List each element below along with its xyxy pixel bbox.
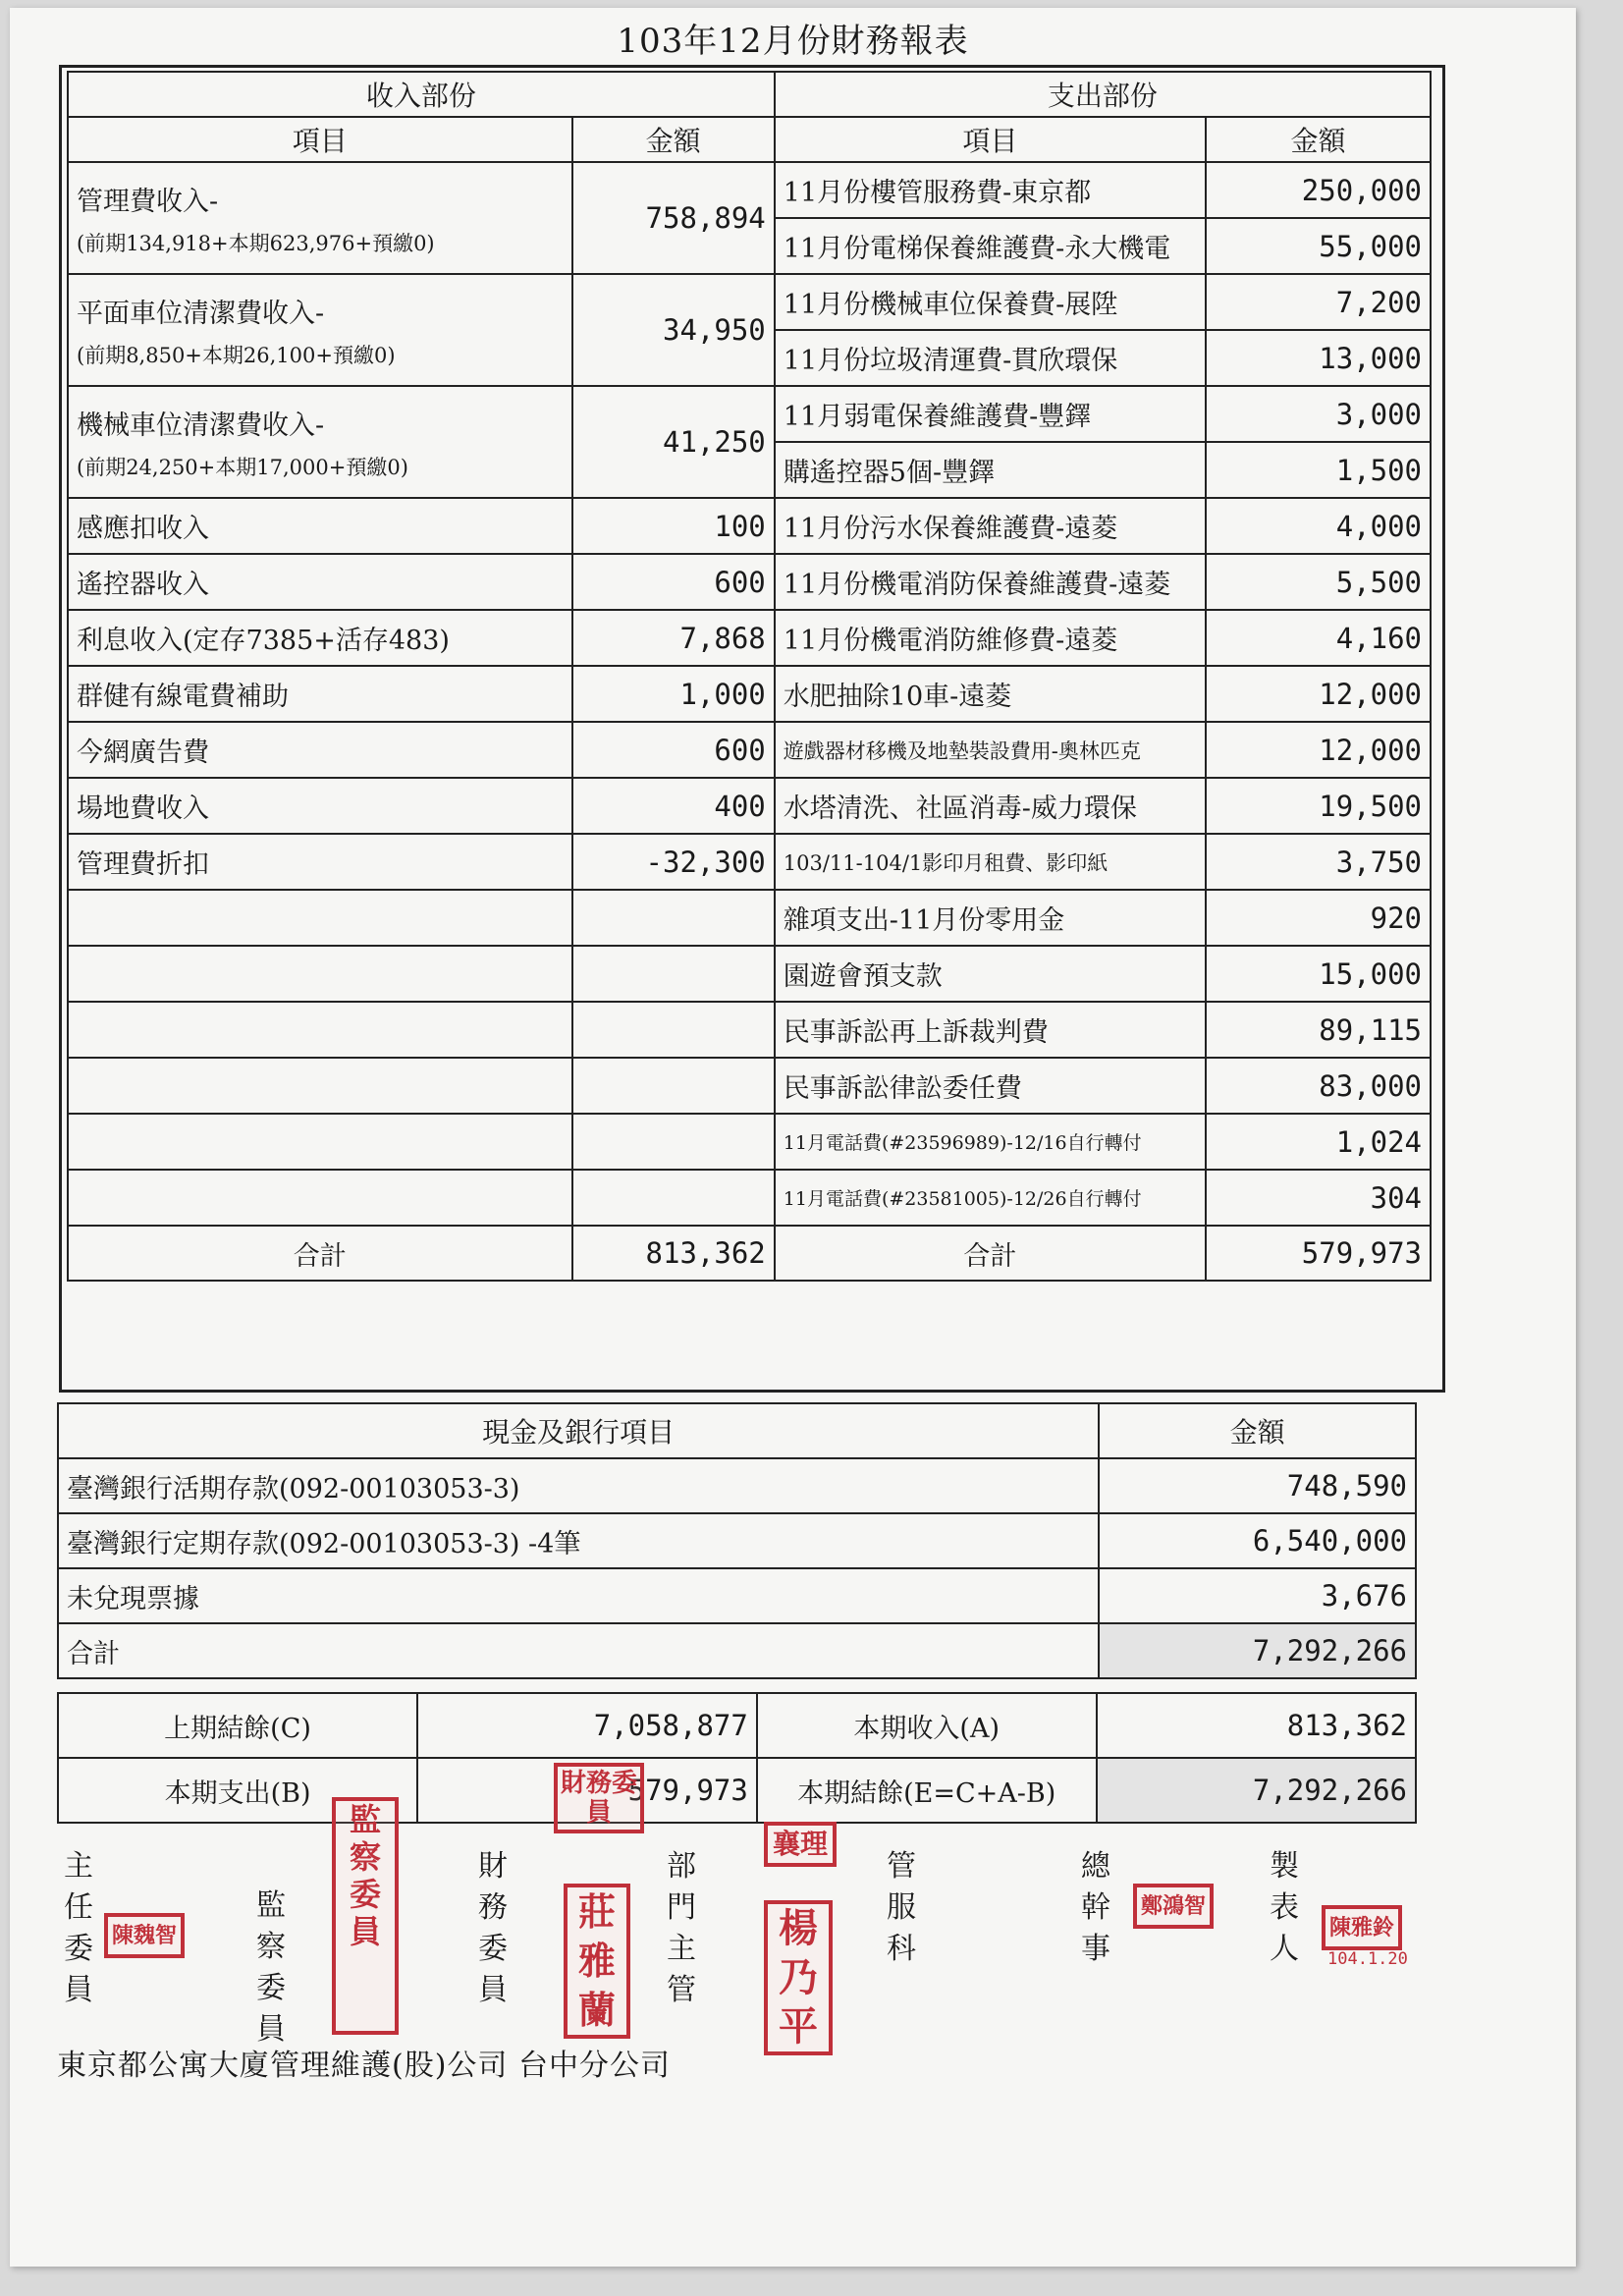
general-seal: 鄭鴻智 xyxy=(1133,1884,1214,1929)
income-empty-amount xyxy=(572,946,775,1002)
expense-item-label: 民事訴訟律訟委任費 xyxy=(775,1058,1206,1114)
report-title: 103年12月份財務報表 xyxy=(617,22,969,61)
expense-item-label: 11月份機電消防保養維護費-遠菱 xyxy=(775,554,1206,610)
period-end-value: 7,292,266 xyxy=(1097,1758,1416,1823)
expense-amount-header: 金額 xyxy=(1206,117,1431,162)
income-item-label: 管理費收入- xyxy=(77,186,219,217)
expense-item-label: 園遊會預支款 xyxy=(775,946,1206,1002)
expense-item-amount: 3,750 xyxy=(1206,834,1431,890)
sign-general-label: 總幹事 xyxy=(1081,1849,1110,1966)
income-item xyxy=(68,834,572,890)
income-empty-amount xyxy=(572,1002,775,1058)
income-empty-cell xyxy=(68,1170,572,1226)
sign-dept-head-label: 部門主管 xyxy=(667,1849,696,2007)
income-empty-amount xyxy=(572,1058,775,1114)
expense-item-label: 11月份垃圾清運費-貫欣環保 xyxy=(775,330,1206,386)
expense-item-amount: 1,500 xyxy=(1206,442,1431,498)
income-item xyxy=(68,778,572,834)
period-expense-value: 579,973 xyxy=(417,1758,757,1823)
cash-amount-header: 金額 xyxy=(1099,1403,1416,1458)
income-item-label: 利息收入(定存7385+活存483) xyxy=(77,626,450,656)
expense-item-label: 11月份樓管服務費-東京都 xyxy=(775,162,1206,218)
expense-item-label: 雜項支出-11月份零用金 xyxy=(775,890,1206,946)
income-empty-cell xyxy=(68,1114,572,1170)
period-end-label: 本期結餘(E=C+A-B) xyxy=(757,1758,1097,1823)
period-income-label: 本期收入(A) xyxy=(757,1693,1097,1758)
expense-total-label: 合計 xyxy=(775,1226,1206,1281)
expense-item-amount: 7,200 xyxy=(1206,274,1431,330)
company-footer: 東京都公寓大廈管理維護(股)公司 台中分公司 xyxy=(57,2049,671,2083)
cash-item-amount: 748,590 xyxy=(1099,1458,1416,1513)
income-item xyxy=(68,666,572,722)
sign-supervisor-label: 監察委員 xyxy=(256,1888,286,2047)
expense-item-label: 11月電話費(#23581005)-12/26自行轉付 xyxy=(775,1170,1206,1226)
expense-item-amount: 3,000 xyxy=(1206,386,1431,442)
finance-seal-name: 莊雅蘭 xyxy=(564,1884,630,2039)
expense-item-amount: 4,160 xyxy=(1206,610,1431,666)
income-item-note: (前期24,250+本期17,000+預繳0) xyxy=(77,455,408,479)
expense-item-amount: 55,000 xyxy=(1206,218,1431,274)
period-expense-label: 本期支出(B) xyxy=(58,1758,417,1823)
cash-total-value: 7,292,266 xyxy=(1099,1623,1416,1678)
income-empty-cell xyxy=(68,1002,572,1058)
finance-seal-title: 財務委員 xyxy=(554,1763,644,1833)
cash-item-label: 臺灣銀行活期存款(092-00103053-3) xyxy=(58,1458,1099,1513)
expense-item-amount: 920 xyxy=(1206,890,1431,946)
income-item xyxy=(68,610,572,666)
expense-item-label: 11月弱電保養維護費-豐鐸 xyxy=(775,386,1206,442)
income-item-label: 管理費折扣 xyxy=(77,849,209,880)
cash-item-header: 現金及銀行項目 xyxy=(58,1403,1099,1458)
cash-item-label: 未兌現票據 xyxy=(58,1568,1099,1623)
expense-item-label: 購遙控器5個-豐鐸 xyxy=(775,442,1206,498)
expense-item-label: 11月份污水保養維護費-遠菱 xyxy=(775,498,1206,554)
income-total-value: 813,362 xyxy=(572,1226,775,1281)
income-item-amount: 400 xyxy=(572,778,775,834)
expense-item-amount: 15,000 xyxy=(1206,946,1431,1002)
expense-item-amount: 12,000 xyxy=(1206,722,1431,778)
prev-balance-value: 7,058,877 xyxy=(417,1693,757,1758)
income-item-note: (前期8,850+本期26,100+預繳0) xyxy=(77,343,396,367)
expense-item-amount: 83,000 xyxy=(1206,1058,1431,1114)
sign-finance-label: 財務委員 xyxy=(478,1849,508,2007)
income-item-amount: 34,950 xyxy=(572,274,775,386)
expense-item-label: 11月份電梯保養維護費-永大機電 xyxy=(775,218,1206,274)
expense-item-label: 11月份機械車位保養費-展陞 xyxy=(775,274,1206,330)
prev-balance-label: 上期結餘(C) xyxy=(58,1693,417,1758)
expense-item-label: 民事訴訟再上訴裁判費 xyxy=(775,1002,1206,1058)
expense-item-label: 水塔清洗、社區消毒-威力環保 xyxy=(775,778,1206,834)
expense-item-label: 11月電話費(#23596989)-12/16自行轉付 xyxy=(775,1114,1206,1170)
chair-seal: 陳魏智 xyxy=(104,1913,185,1958)
income-item-amount: 7,868 xyxy=(572,610,775,666)
income-item xyxy=(68,274,572,386)
expense-item-amount: 5,500 xyxy=(1206,554,1431,610)
expense-item-amount: 19,500 xyxy=(1206,778,1431,834)
expense-item-amount: 12,000 xyxy=(1206,666,1431,722)
sign-chair-label: 主任委員 xyxy=(64,1849,93,2007)
income-total-label: 合計 xyxy=(68,1226,572,1281)
expense-item-label: 水肥抽除10車-遠菱 xyxy=(775,666,1206,722)
expense-item-amount: 13,000 xyxy=(1206,330,1431,386)
manager-seal-name: 楊乃平 xyxy=(764,1900,833,2055)
income-section-header: 收入部份 xyxy=(68,72,775,117)
expense-item-label: 103/11-104/1影印月租費、影印紙 xyxy=(775,834,1206,890)
income-item-label: 群健有線電費補助 xyxy=(77,682,289,712)
cash-total-label: 合計 xyxy=(58,1623,1099,1678)
income-amount-header: 金額 xyxy=(572,117,775,162)
income-expense-table xyxy=(67,71,1432,1282)
income-item-amount: 41,250 xyxy=(572,386,775,498)
income-item-label: 場地費收入 xyxy=(77,793,209,824)
expense-item-amount: 89,115 xyxy=(1206,1002,1431,1058)
income-item xyxy=(68,554,572,610)
income-item xyxy=(68,386,572,498)
income-item-amount: -32,300 xyxy=(572,834,775,890)
income-item-amount: 1,000 xyxy=(572,666,775,722)
income-item-note: (前期134,918+本期623,976+預繳0) xyxy=(77,231,435,255)
income-item-label: 感應扣收入 xyxy=(77,514,209,544)
sign-preparer-label: 製表人 xyxy=(1270,1849,1299,1966)
income-item-label: 平面車位清潔費收入- xyxy=(77,298,325,329)
income-item-label: 機械車位清潔費收入- xyxy=(77,410,325,441)
expense-section-header: 支出部份 xyxy=(775,72,1431,117)
income-item-label: 遙控器收入 xyxy=(77,570,209,600)
income-item xyxy=(68,162,572,274)
cash-item-amount: 6,540,000 xyxy=(1099,1513,1416,1568)
income-empty-cell xyxy=(68,890,572,946)
income-item-amount: 600 xyxy=(572,722,775,778)
cash-item-label: 臺灣銀行定期存款(092-00103053-3) -4筆 xyxy=(58,1513,1099,1568)
income-item xyxy=(68,498,572,554)
income-item-label: 今網廣告費 xyxy=(77,738,209,768)
income-empty-cell xyxy=(68,946,572,1002)
income-empty-cell xyxy=(68,1058,572,1114)
expense-item-amount: 4,000 xyxy=(1206,498,1431,554)
expense-item-label: 遊戲器材移機及地墊裝設費用-奧林匹克 xyxy=(775,722,1206,778)
income-empty-amount xyxy=(572,1114,775,1170)
cash-item-amount: 3,676 xyxy=(1099,1568,1416,1623)
income-item-amount: 758,894 xyxy=(572,162,775,274)
income-item-amount: 600 xyxy=(572,554,775,610)
period-income-value: 813,362 xyxy=(1097,1693,1416,1758)
income-item-header: 項目 xyxy=(68,117,572,162)
expense-item-amount: 1,024 xyxy=(1206,1114,1431,1170)
sign-service-label: 管服科 xyxy=(887,1849,916,1966)
manager-seal-title: 襄理 xyxy=(764,1822,837,1867)
expense-total-value: 579,973 xyxy=(1206,1226,1431,1281)
expense-item-header: 項目 xyxy=(775,117,1206,162)
supervisor-seal: 監察委員 xyxy=(332,1797,399,2035)
income-item xyxy=(68,722,572,778)
preparer-seal: 陳雅鈴 xyxy=(1322,1905,1402,1950)
balance-table xyxy=(57,1692,1417,1824)
income-item-amount: 100 xyxy=(572,498,775,554)
expense-item-amount: 250,000 xyxy=(1206,162,1431,218)
cash-bank-table xyxy=(57,1402,1417,1679)
expense-item-label: 11月份機電消防維修費-遠菱 xyxy=(775,610,1206,666)
expense-item-amount: 304 xyxy=(1206,1170,1431,1226)
income-empty-amount xyxy=(572,1170,775,1226)
preparer-date: 104.1.20 xyxy=(1327,1949,1408,1969)
income-empty-amount xyxy=(572,890,775,946)
